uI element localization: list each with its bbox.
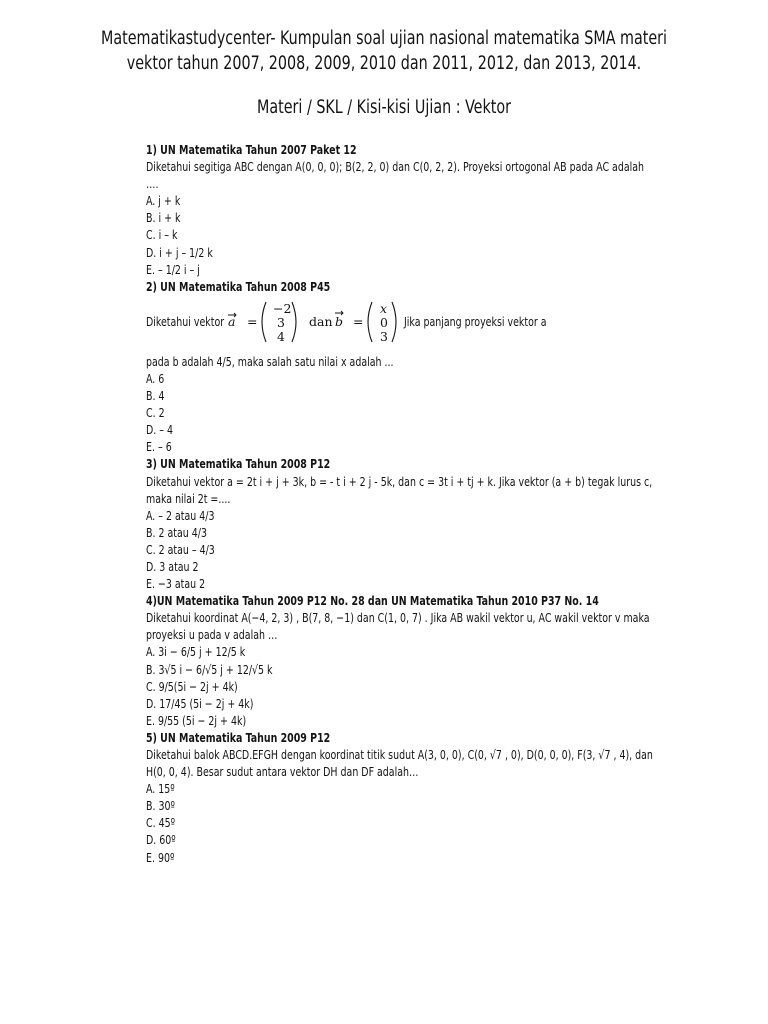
q4-option-c: C. 9/5(5i − 2j + 4k) bbox=[146, 678, 238, 694]
q1-option-e: E. – 1/2 i – j bbox=[146, 261, 200, 277]
q3-option-a: A. – 2 atau 4/3 bbox=[146, 507, 215, 523]
vector-a-entry-1: −2 bbox=[273, 300, 292, 316]
q1-heading: 1) UN Matematika Tahun 2007 Paket 12 bbox=[146, 142, 357, 157]
q5-option-b: B. 30º bbox=[146, 798, 175, 814]
q5-option-a: A. 15º bbox=[146, 781, 175, 797]
right-paren-icon bbox=[292, 302, 296, 342]
vector-b-entry-3: 3 bbox=[380, 328, 388, 344]
q3-option-c: C. 2 atau – 4/3 bbox=[146, 541, 215, 557]
left-paren-icon bbox=[262, 302, 266, 342]
q2-option-b: B. 4 bbox=[146, 388, 165, 404]
q2-vector-equation bbox=[146, 297, 706, 347]
q4-option-b: B. 3√5 i − 6/√5 j + 12/√5 k bbox=[146, 661, 273, 677]
equals-sign-a: = bbox=[247, 313, 258, 329]
questions-content bbox=[146, 141, 706, 866]
title-line-1: Matematikastudycenter- Kumpulan soal ujian nasional matematika SMA materi bbox=[100, 28, 668, 49]
vector-b-entry-1: x bbox=[380, 300, 388, 316]
q2-vector-prefix: Diketahui vektor bbox=[146, 313, 225, 329]
q2-option-d: D. – 4 bbox=[146, 422, 174, 438]
q5-option-d: D. 60º bbox=[146, 832, 176, 848]
q3-option-d: D. 3 atau 2 bbox=[146, 558, 199, 574]
q3-text-line-1: Diketahui vektor a = 2t i + j + 3k, b = - t i + 2 j - 5k, dan c = 3t i + tj + k. Jika vektor (a + b) tegak lurus c, bbox=[146, 473, 653, 489]
q1-option-b: B. i + k bbox=[146, 210, 181, 226]
vector-b-entry-2: 0 bbox=[380, 314, 388, 330]
q2-option-a: A. 6 bbox=[146, 370, 165, 386]
document-subtitle: Materi / SKL / Kisi-kisi Ujian : Vektor bbox=[257, 97, 511, 118]
left-paren-icon bbox=[368, 302, 372, 342]
q4-text-line-1: Diketahui koordinat A(−4, 2, 3) , B(7, 8, −1) dan C(1, 0, 7) . Jika AB wakil vektor u, AC wakil vektor v maka bbox=[146, 610, 650, 626]
q2-option-c: C. 2 bbox=[146, 405, 165, 421]
q1-option-c: C. i – k bbox=[146, 227, 178, 243]
q2-vector-suffix: Jika panjang proyeksi vektor a bbox=[404, 313, 547, 329]
document-title bbox=[88, 26, 680, 76]
vector-a-entry-2: 3 bbox=[277, 314, 285, 330]
q1-option-d: D. i + j – 1/2 k bbox=[146, 244, 213, 260]
q1-option-a: A. j + k bbox=[146, 193, 181, 209]
vector-a-symbol: a bbox=[228, 313, 236, 329]
q4-option-e: E. 9/55 (5i − 2j + 4k) bbox=[146, 712, 247, 728]
q2-vector-formula bbox=[222, 297, 432, 347]
q5-text-line-1: Diketahui balok ABCD.EFGH dengan koordinat titik sudut A(3, 0, 0), C(0, √7 , 0), D(0, 0, 0), F(3, √7 , 4), dan bbox=[146, 747, 653, 762]
q5-heading: 5) UN Matematika Tahun 2009 P12 bbox=[146, 729, 331, 745]
q4-text-line-2: proyeksi u pada v adalah … bbox=[146, 627, 278, 643]
q4-option-d: D. 17/45 (5i − 2j + 4k) bbox=[146, 695, 254, 711]
q4-heading: 4)UN Matematika Tahun 2009 P12 No. 28 dan UN Matematika Tahun 2010 P37 No. 14 bbox=[146, 593, 599, 609]
q5-option-c: C. 45º bbox=[146, 815, 176, 831]
q4-option-a: A. 3i − 6/5 j + 12/5 k bbox=[146, 644, 246, 660]
q2-option-e: E. – 6 bbox=[146, 439, 172, 455]
vector-b-symbol: b bbox=[335, 313, 344, 329]
q3-option-b: B. 2 atau 4/3 bbox=[146, 524, 207, 540]
q5-text-line-2: H(0, 0, 4). Besar sudut antara vektor DH dan DF adalah… bbox=[146, 764, 419, 780]
vector-a-entry-3: 4 bbox=[277, 328, 285, 344]
q2-text-line-2: pada b adalah 4/5, maka salah satu nilai x adalah ... bbox=[146, 353, 394, 369]
q3-heading: 3) UN Matematika Tahun 2008 P12 bbox=[146, 456, 331, 472]
q5-option-e: E. 90º bbox=[146, 849, 175, 865]
q2-heading: 2) UN Matematika Tahun 2008 P45 bbox=[146, 278, 331, 294]
q1-text-line-1: Diketahui segitiga ABC dengan A(0, 0, 0); B(2, 2, 0) dan C(0, 2, 2). Proyeksi ortogonal AB pada AC adalah bbox=[146, 159, 645, 175]
q1-text-line-2: …. bbox=[146, 176, 159, 192]
equals-sign-b: = bbox=[353, 313, 364, 329]
q3-text-line-2: maka nilai 2t =.... bbox=[146, 490, 231, 506]
conjunction-dan: dan bbox=[309, 313, 333, 329]
right-paren-icon bbox=[392, 302, 396, 342]
q3-option-e: E. −3 atau 2 bbox=[146, 576, 206, 592]
title-line-2: vektor tahun 2007, 2008, 2009, 2010 dan 2011, 2012, dan 2013, 2014. bbox=[126, 53, 642, 74]
